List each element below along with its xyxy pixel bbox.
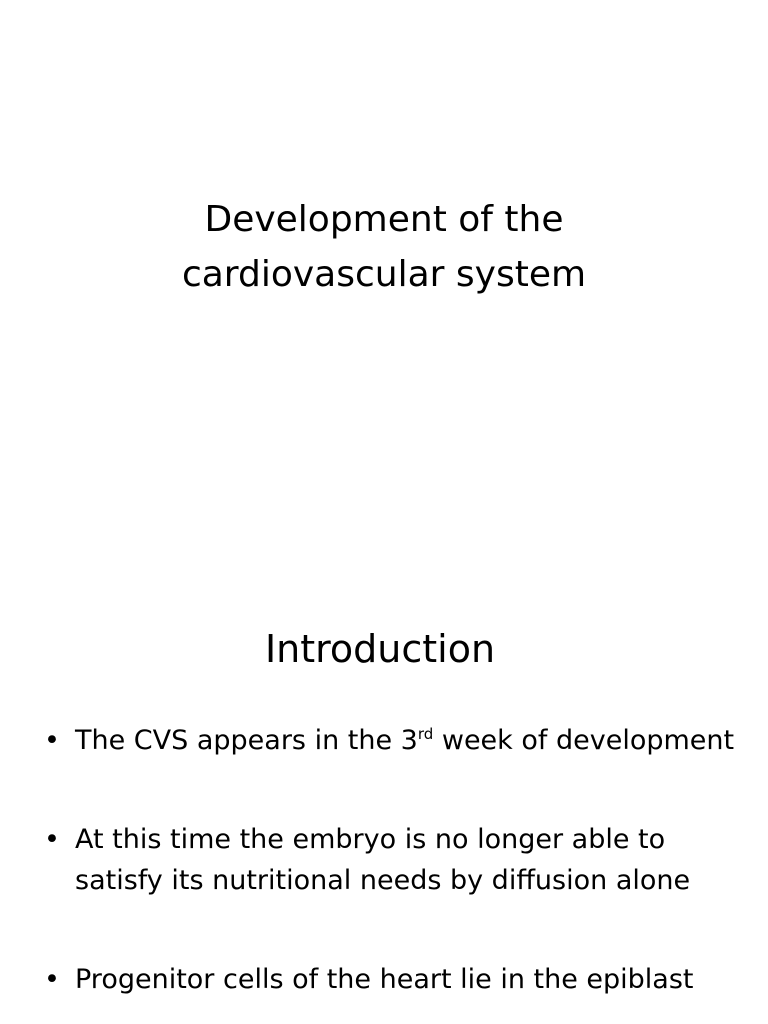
bullet-item-2 — [44, 819, 744, 901]
bullet-dot-icon: • — [44, 725, 60, 756]
bullet-superscript: rd — [417, 725, 434, 743]
slide-title — [0, 192, 768, 302]
bullet-list — [44, 720, 744, 1024]
bullet-dot-icon: • — [44, 964, 60, 995]
bullet-text: Progenitor cells of the heart lie in the epiblast — [75, 964, 694, 995]
bullet-text: At this time the embryo is no longer able to satisfy its nutritional needs by diffusion alone — [75, 824, 691, 896]
slide-title-line-1: Development of the — [204, 199, 564, 240]
introduction-slide — [0, 576, 768, 1024]
slide-title-line-2: cardiovascular system — [181, 254, 587, 295]
introduction-heading: Introduction — [264, 627, 496, 671]
bullet-text-before: The CVS appears in the 3 — [75, 725, 418, 756]
bullet-item-3 — [44, 959, 744, 1000]
bullet-dot-icon: • — [44, 824, 60, 855]
bullet-item-1 — [44, 720, 744, 761]
bullet-text-after: week of development — [433, 725, 735, 756]
